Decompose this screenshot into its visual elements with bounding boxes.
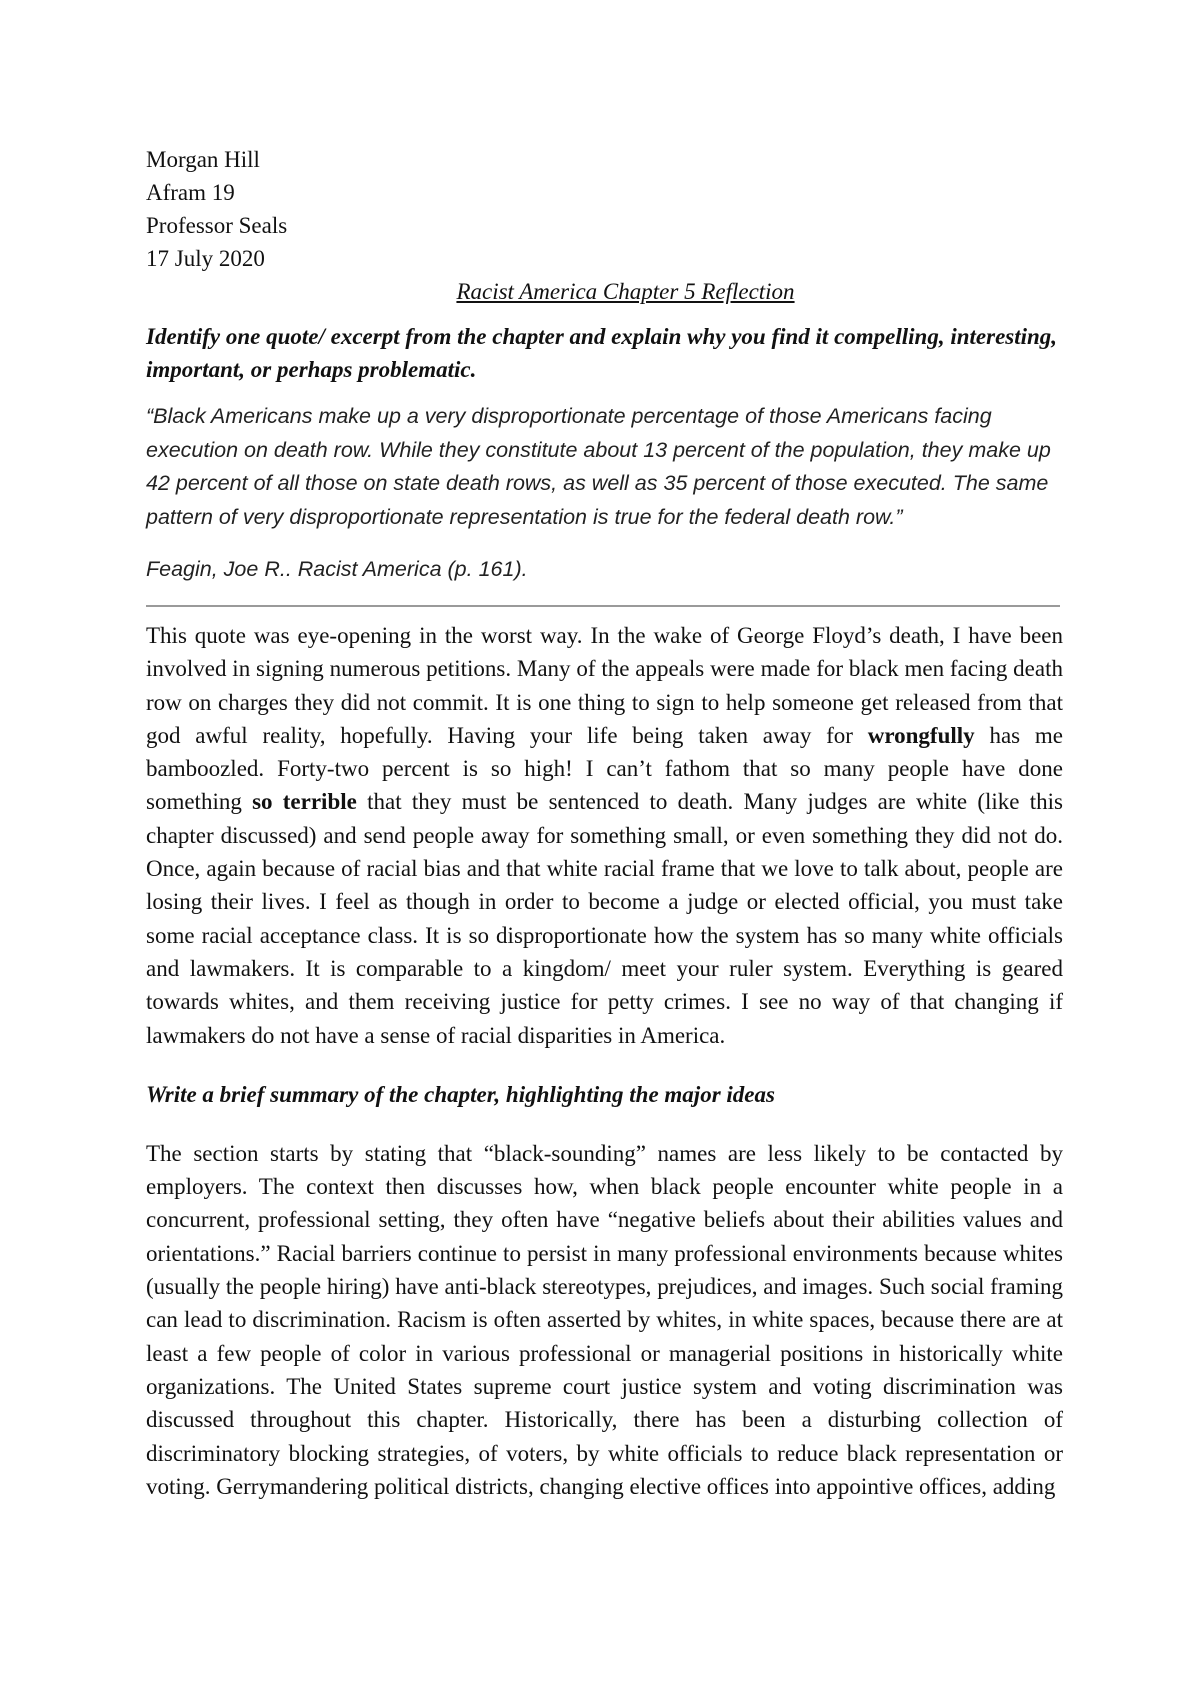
document-content xyxy=(146,143,1063,1503)
date: 17 July 2020 xyxy=(146,246,265,271)
author-name: Morgan Hill xyxy=(146,147,260,172)
course-name: Afram 19 xyxy=(146,180,235,205)
question-2: Write a brief summary of the chapter, highlighting the major ideas xyxy=(146,1081,775,1107)
question-1: Identify one quote/ excerpt from the chapter and explain why you find it compelling, interesting, important, or perhaps problematic. xyxy=(146,324,1058,382)
response-text-1: This quote was eye-opening in the worst way. In the wake of George Floyd’s death, I have been involved in signing numerous petitions. Many of the appeals were made for black men facing death row on charges they did not commit. It is one thing to sign to help someone get released from that god awful reality, hopefully. Having your life being taken away for xyxy=(146,623,1063,748)
response-bold-2: so terrible xyxy=(252,789,357,815)
professor-name: Professor Seals xyxy=(146,213,288,238)
response-text-3: that they must be sentenced to death. Many judges are white (like this chapter discussed) and send people away for something small, or even something they did not do. Once, again because of racial bias and that white racial frame that we love to talk about, people are losing their lives. I feel as though in order to become a judge or elected official, you must take some racial acceptance class. It is so disproportionate how the system has so many white officials and lawmakers. It is comparable to a kingdom/ meet your ruler system. Everything is geared towards whites, and them receiving justice for petty crimes. I see no way of that changing if lawmakers do not have a sense of racial disparities in America. xyxy=(146,789,1063,1048)
header-block xyxy=(146,143,1063,275)
quote-citation: Feagin, Joe R.. Racist America (p. 161). xyxy=(146,557,528,581)
response-text-2: has me bamboozled. Forty-two percent is so high! I can’t fathom that so many people have done something xyxy=(146,722,1063,815)
chapter-quote: “Black Americans make up a very disproportionate percentage of those Americans facing execution on death row. While they constitute about 13 percent of the population, they make up 42 percent of all those on state death rows, as well as 35 percent of those executed. The same pattern of very disproportionate representation is true for the federal death row.” xyxy=(146,404,1051,529)
section-divider xyxy=(146,605,1060,607)
summary-paragraph: The section starts by stating that “black-sounding” names are less likely to be contacted by employers. The context then discusses how, when black people encounter white people in a concurrent, professional setting, they often have “negative beliefs about their abilities values and orientations.” Racial barriers continue to persist in many professional environments because whites (usually the people hiring) have anti-black stereotypes, prejudices, and images. Such social framing can lead to discrimination. Racism is often asserted by whites, in white spaces, because there are at least a few people of color in various professional or managerial positions in historically white organizations. The United States supreme court justice system and voting discrimination was discussed throughout this chapter. Historically, there has been a disturbing collection of discriminatory blocking strategies, of voters, by white officials to reduce black representation or voting. Gerrymandering political districts, changing elective offices into appointive offices, adding xyxy=(146,1140,1063,1499)
document-title: Racist America Chapter 5 Reflection xyxy=(456,279,795,304)
response-bold-1: wrongfully xyxy=(867,722,975,748)
response-paragraph xyxy=(146,619,1063,1052)
